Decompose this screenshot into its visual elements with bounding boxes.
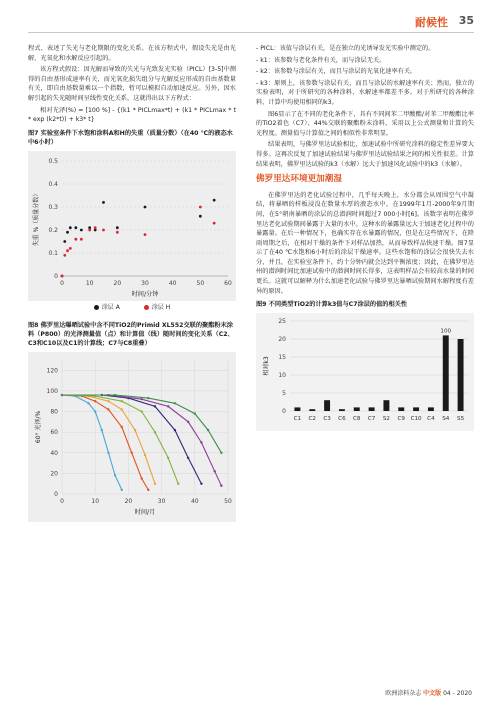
y-axis-label: 相对k3 xyxy=(263,356,270,377)
data-point xyxy=(154,431,156,433)
data-point xyxy=(121,489,123,491)
bar xyxy=(398,408,404,412)
y-tick-label: 15 xyxy=(278,354,286,362)
bar xyxy=(458,339,464,411)
data-point xyxy=(74,226,77,229)
figure-7-svg xyxy=(28,151,236,301)
x-tick-label: 50 xyxy=(196,280,205,288)
figure-7-chart xyxy=(28,151,236,301)
y-tick-label: 25 xyxy=(278,318,286,326)
y-tick-label: 0.4 xyxy=(48,181,58,189)
data-point xyxy=(69,247,72,250)
legend-label: 涂层 A xyxy=(101,304,120,312)
x-tick-label: C1 xyxy=(293,416,302,423)
figure-9-chart xyxy=(256,313,474,431)
data-point xyxy=(154,483,156,485)
y-tick-label: 100 xyxy=(46,388,58,396)
figure-7-caption: 图7 实验室条件下水饱和涂料A和H的失重（质量分数）（在40 ℃的液态水中6小时） xyxy=(28,129,233,146)
edition-label: 中文版 xyxy=(423,690,442,697)
magazine-name: 欧洲涂料杂志 xyxy=(385,690,422,697)
data-point xyxy=(101,429,103,431)
figure-9-svg xyxy=(256,313,474,431)
data-point xyxy=(199,206,202,209)
x-tick-label: S2 xyxy=(382,416,390,423)
data-point xyxy=(66,249,69,252)
x-tick-label: C7 xyxy=(367,416,376,423)
data-point xyxy=(61,394,63,396)
paragraph: - k1：该参数与老化条件有关，而与涂层无关。 xyxy=(256,56,386,64)
y-tick-label: 0 xyxy=(282,408,286,416)
bar xyxy=(309,410,315,412)
x-tick-label: C8 xyxy=(353,416,361,423)
figure-9-caption: 图9 不同类型TiO2的计算k3值与C7涂层的值的相关性 xyxy=(256,301,408,309)
data-point xyxy=(102,229,105,232)
data-point xyxy=(140,478,142,480)
page-footer xyxy=(385,688,472,697)
data-point xyxy=(200,483,202,485)
data-point xyxy=(199,215,202,218)
data-point xyxy=(147,397,149,399)
series-line xyxy=(62,395,201,484)
data-point xyxy=(144,206,147,209)
data-point xyxy=(107,409,109,411)
data-point xyxy=(116,231,119,234)
data-point xyxy=(94,411,96,413)
x-tick-label: 0 xyxy=(60,498,64,506)
legend-dot-icon xyxy=(144,305,149,310)
x-tick-label: 40 xyxy=(168,280,177,288)
x-tick-label: 30 xyxy=(141,280,149,288)
y-tick-label: 0.3 xyxy=(48,204,58,212)
bar xyxy=(369,408,375,412)
x-tick-label: 20 xyxy=(124,498,133,506)
x-tick-label: C3 xyxy=(323,416,331,423)
data-point xyxy=(140,411,142,413)
y-tick-label: 20 xyxy=(50,470,58,478)
x-axis-label: 时间/月 xyxy=(134,509,156,517)
y-tick-label: 60 xyxy=(50,429,58,437)
paragraph: 结果表明，与佛罗里达试验相比，加速试验中所研究涂料的稳定性差异要大得多。这再次反复了加速试验结果与佛罗里达试验结果之间的相关性很差。计算结果表明，佛罗里达试验的k3（水解）远大于加速风化试验中的k3（水解）。 xyxy=(256,141,474,168)
y-axis-label: 失重 %（质量分数） xyxy=(33,190,40,247)
x-tick-label: C2 xyxy=(308,416,316,423)
x-tick-label: 10 xyxy=(85,280,94,288)
data-point xyxy=(114,475,116,477)
y-tick-label: 0.2 xyxy=(48,227,58,235)
bar xyxy=(294,408,300,412)
paragraph: - k2：该参数与涂层有关，而且与涂层的光氧化速率有关。 xyxy=(256,68,417,76)
data-point xyxy=(121,409,123,411)
paragraph: 程式、表述了失光与老化期限的变化关系。在该方程式中，假设失光是由光解、光氧化和水解反应引起的。 xyxy=(28,45,236,62)
page-number: 35 xyxy=(458,14,474,27)
x-tick-label: 20 xyxy=(113,280,122,288)
data-point xyxy=(131,452,133,454)
x-tick-label: 50 xyxy=(224,498,232,506)
data-point xyxy=(187,421,189,423)
data-point xyxy=(63,254,66,257)
data-point xyxy=(200,442,202,444)
data-point xyxy=(116,226,119,229)
data-point xyxy=(102,201,105,204)
bar xyxy=(413,408,419,412)
legend-item-h xyxy=(144,303,170,313)
x-tick-label: 30 xyxy=(157,498,166,506)
y-tick-label: 10 xyxy=(278,372,286,380)
x-axis-label: 时间/分钟 xyxy=(131,291,159,299)
formula: 相对光泽(%) = [100 %] - {(k1 * PICLmax*t) + (k1 * PICLmax * t * exp (k2*t)) + k3* t} xyxy=(28,106,236,124)
data-point xyxy=(154,406,156,408)
section-title: 耐候性 xyxy=(415,16,448,29)
bar xyxy=(354,408,360,412)
data-point xyxy=(61,275,64,278)
data-point xyxy=(207,429,209,431)
section-heading: 佛罗里达环境更加潮湿 xyxy=(256,174,342,185)
figure-7-legend xyxy=(28,303,236,313)
data-point xyxy=(69,226,72,229)
series-line xyxy=(62,395,221,453)
left-column xyxy=(28,44,236,522)
data-point xyxy=(140,398,142,400)
data-point xyxy=(94,400,96,402)
bar xyxy=(383,401,389,412)
y-tick-label: 40 xyxy=(50,450,58,458)
data-point xyxy=(107,400,109,402)
right-column xyxy=(256,44,474,431)
bar xyxy=(428,408,434,412)
data-label: 100 xyxy=(440,328,452,335)
data-point xyxy=(87,402,89,404)
x-tick-label: S5 xyxy=(457,416,465,423)
bar xyxy=(324,401,330,412)
y-tick-label: 0.5 xyxy=(48,158,58,166)
header-rule xyxy=(28,32,474,33)
x-tick-label: C9 xyxy=(397,416,405,423)
data-point xyxy=(220,452,222,454)
paragraph: 该方程式假设：因光解而导致的失光与光致发光实验（PICL）[3-5]中测得的自由基形成速率有关，而光氧化损失组分与光解反应形成的自由基数量有关，即自由基数量乘以一个指数，暂可以模拟自动加速反应。另外，因水解引起的失光随时间呈线性变化关系，这就得出以下方程式： xyxy=(28,66,236,102)
legend-label: 涂层 H xyxy=(151,304,171,312)
data-point xyxy=(213,199,216,202)
y-tick-label: 20 xyxy=(278,336,286,344)
bar xyxy=(339,410,345,412)
data-point xyxy=(80,238,83,241)
y-tick-label: 80 xyxy=(50,408,58,416)
data-point xyxy=(167,457,169,459)
data-point xyxy=(174,402,176,404)
issue-label: 04 - 2020 xyxy=(443,690,472,697)
x-tick-label: 40 xyxy=(190,498,199,506)
data-point xyxy=(187,457,189,459)
data-point xyxy=(134,429,136,431)
data-point xyxy=(114,394,116,396)
x-tick-label: C10 xyxy=(410,416,422,423)
x-tick-label: C6 xyxy=(338,416,346,423)
data-point xyxy=(213,222,216,225)
data-point xyxy=(194,413,196,415)
y-tick-label: 0 xyxy=(54,491,58,499)
data-point xyxy=(107,452,109,454)
x-tick-label: 60 xyxy=(224,280,232,288)
figure-8-caption: 图8 佛罗里达曝晒试验中含不同TiO2的Primid XL552交联的聚酯粉末涂料（P800）的光泽测量值（点）和计算值（线）随时间的变化关系（C2、C3和C10以及C1的计算线；C7与C8重叠） xyxy=(28,321,234,348)
data-point xyxy=(63,240,66,243)
data-point xyxy=(74,238,77,241)
data-point xyxy=(66,231,69,234)
paragraph: - PICL：该值与涂层有关，是在独立的光诱导发光实验中测定的。 xyxy=(256,45,435,52)
data-point xyxy=(80,229,83,232)
y-tick-label: 5 xyxy=(282,390,286,398)
y-tick-label: 0.1 xyxy=(48,250,58,258)
y-tick-label: 120 xyxy=(46,367,58,375)
data-point xyxy=(121,400,123,402)
legend-dot-icon xyxy=(94,305,99,310)
x-tick-label: 0 xyxy=(60,280,64,288)
x-tick-label: C4 xyxy=(427,416,435,423)
legend-item-a xyxy=(94,303,120,313)
figure-8-svg xyxy=(28,352,236,522)
data-point xyxy=(177,483,179,485)
y-axis-label: 60° 光泽/% xyxy=(35,411,42,444)
bar xyxy=(443,336,449,412)
data-point xyxy=(220,485,222,487)
x-tick-label: S4 xyxy=(442,416,450,423)
data-point xyxy=(214,470,216,472)
series-line xyxy=(62,395,122,490)
paragraph: - k3：原则上，该参数与涂层有关，而且与涂层的水解速率有关；然而，独立的实验表明，对于所研究的各种涂料，水解速率都差不多。对于所研究的各种涂料，计算中均使用相同的k3。 xyxy=(256,79,474,106)
data-point xyxy=(144,454,146,456)
x-tick-label: 10 xyxy=(91,498,100,506)
data-point xyxy=(147,489,149,491)
data-point xyxy=(174,429,176,431)
data-point xyxy=(121,426,123,428)
paragraph: 图6显示了在不同的老化条件下，具有不同间苯二甲酸酯/对苯二甲酸酯比率的TiO2着色（C7）、44%交联的聚酯粉末涂料、采用以上公式测量和计算的失光程度。测量值与计算值之间的相似性非常明显。 xyxy=(256,110,474,137)
figure-8-chart xyxy=(28,352,236,522)
paragraph: 在佛罗里达的老化试验过程中，几乎每天晚上，水分都会从周围空气中凝结，将暴晒的样板浸没在数量水厚的液态水中，在1999年1月-2000年9月期间，在5°朝南暴晒的涂层的总潜润时间超过7 000小时[6]。该数字表明在佛罗里达老化试验期间暴露于大量的水中。这种水的暴露量远大于加速老化过程中的暴露量。在后一种情况下，也确实存在水暴露的情况，但是在这些情况下，在降雨周期之后，在相对干燥的条件下对样品加热，从而导致样品快速干燥。图7显示了在40 ℃水饱和6小时后的涂层干燥速率。这些水饱和的涂层会很快失去水分，并且，在实验室条件下，约十分钟内就会达到平衡浓度；因此，在佛罗里达州的潜润时间比加速试验中的潜润时间长得多，这表明样品会有较高水量的时间更长。这就可以解释为什么加速老化试验与佛罗里达暴晒试验期间水解程度有差异的原因。 xyxy=(256,191,474,295)
series-line xyxy=(62,395,221,486)
data-point xyxy=(88,229,91,232)
y-tick-label: 0 xyxy=(54,273,58,281)
data-point xyxy=(167,406,169,408)
data-point xyxy=(144,233,147,236)
data-point xyxy=(94,226,97,229)
